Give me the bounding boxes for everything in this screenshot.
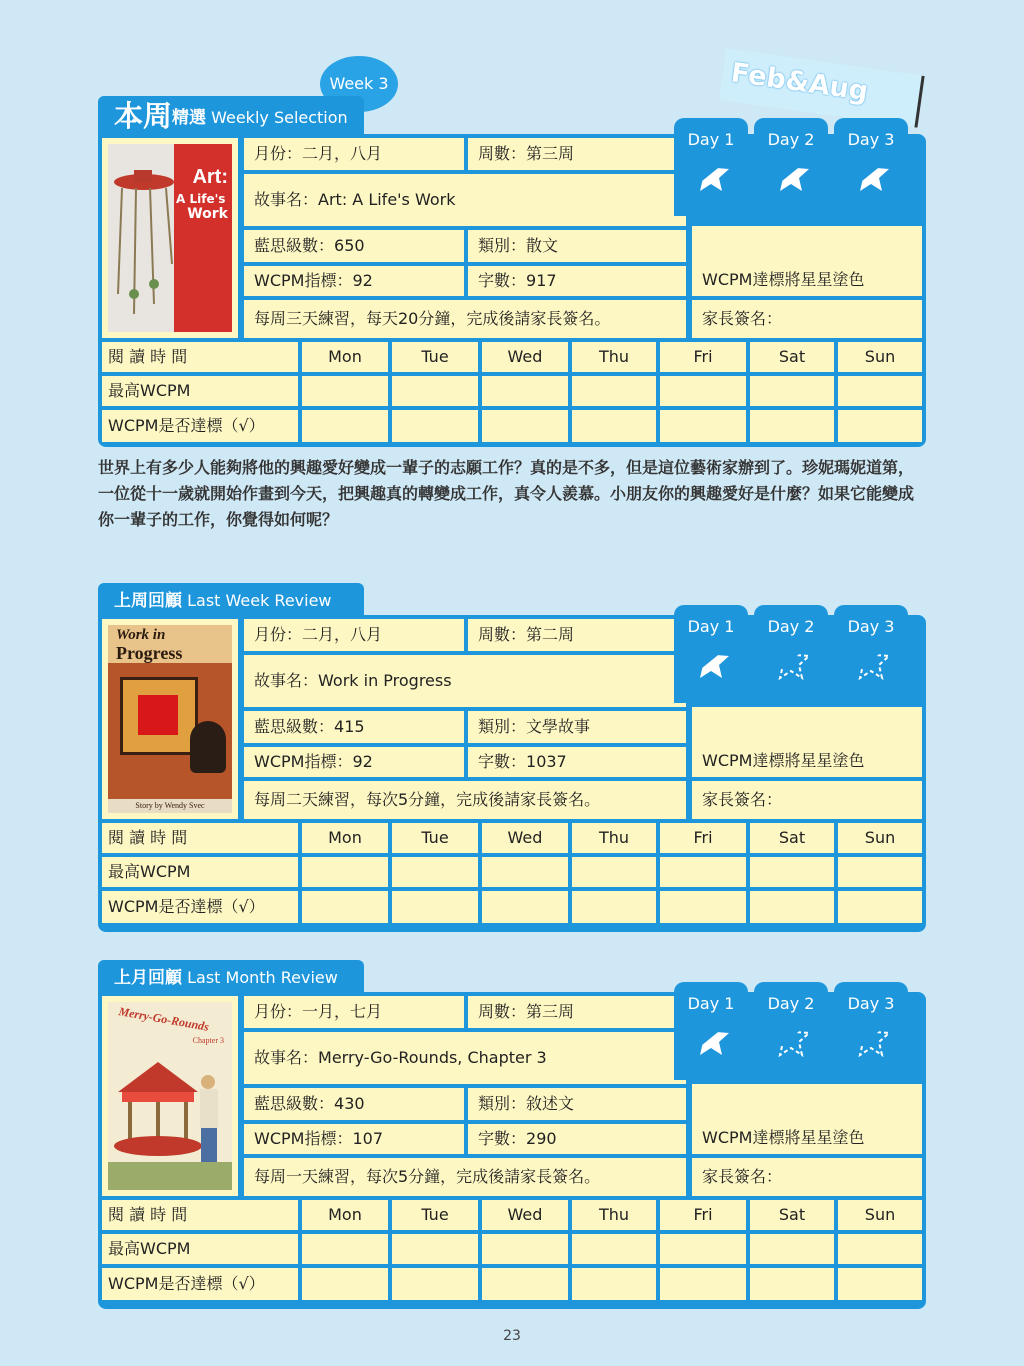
max-wcpm-row-input[interactable] bbox=[750, 376, 834, 406]
day-header-1: Mon bbox=[302, 342, 388, 372]
ribbon-label: Day 1 bbox=[687, 130, 735, 149]
day-ribbon-3 bbox=[834, 605, 908, 703]
story-value: Art: A Life's Work bbox=[318, 190, 456, 209]
lexile-value: 430 bbox=[334, 1094, 365, 1113]
day-ribbon-2 bbox=[754, 605, 828, 703]
wcpm-met-row-input[interactable] bbox=[572, 891, 656, 923]
title-en: Weekly Selection bbox=[211, 108, 348, 127]
day-ribbon-3 bbox=[834, 118, 908, 216]
ribbon-tail bbox=[851, 641, 925, 677]
wcpm-met-row-label bbox=[102, 891, 298, 923]
wcpm-target-cell bbox=[244, 266, 464, 296]
day-header-6: Sat bbox=[750, 823, 834, 853]
section-title bbox=[98, 960, 364, 996]
day-header-3: Wed bbox=[482, 342, 568, 372]
max-wcpm-row-input[interactable] bbox=[838, 376, 922, 406]
lexile-cell bbox=[244, 230, 464, 262]
mobile-sculpture-icon bbox=[108, 144, 188, 332]
wcpm-met-row-input[interactable] bbox=[750, 1268, 834, 1300]
story-value: Merry-Go-Rounds, Chapter 3 bbox=[318, 1048, 547, 1067]
max-wcpm-row-input[interactable] bbox=[572, 376, 656, 406]
genre-value: 散文 bbox=[526, 236, 559, 255]
wcpm-met-row-input[interactable] bbox=[392, 891, 478, 923]
title-zh: 上周回顧 bbox=[114, 591, 182, 611]
word-count-cell bbox=[468, 747, 686, 777]
week-value: 第三周 bbox=[526, 1002, 575, 1021]
ribbon-tail bbox=[851, 154, 925, 190]
wcpm-met-row-input[interactable] bbox=[482, 1268, 568, 1300]
field-label: 最高WCPM bbox=[108, 1239, 191, 1258]
field-label: 周數： bbox=[478, 144, 527, 163]
reading-time-row-label bbox=[102, 1200, 298, 1230]
max-wcpm-row-input[interactable] bbox=[302, 1234, 388, 1264]
story-value: Work in Progress bbox=[318, 671, 452, 690]
field-label: 最高WCPM bbox=[108, 381, 191, 400]
genre-cell bbox=[468, 230, 686, 262]
month-cell bbox=[244, 996, 464, 1028]
week-bubble: Week 3 bbox=[320, 56, 398, 112]
wcpm-target-cell bbox=[244, 1124, 464, 1154]
title-en: Last Week Review bbox=[187, 591, 332, 610]
carousel-illustration-icon bbox=[108, 1042, 232, 1190]
field-label: WCPM達標將星星塗色 bbox=[702, 751, 865, 770]
field-label: 故事名： bbox=[254, 671, 319, 690]
genre-value: 敘述文 bbox=[526, 1094, 575, 1113]
max-wcpm-row-input[interactable] bbox=[660, 857, 746, 887]
max-wcpm-row-input[interactable] bbox=[302, 857, 388, 887]
story-cell bbox=[244, 1032, 686, 1084]
field-label: 閱 讀 時 間 bbox=[108, 828, 188, 847]
field-label: 月份： bbox=[254, 625, 303, 644]
day-header-4: Thu bbox=[572, 823, 656, 853]
wcpm-met-row-input[interactable] bbox=[750, 410, 834, 442]
wcpm-met-row-label bbox=[102, 410, 298, 442]
parent-sign-cell[interactable] bbox=[692, 300, 922, 338]
field-label: 家長簽名： bbox=[702, 790, 783, 809]
field-label: 月份： bbox=[254, 144, 303, 163]
wcpm-value: 92 bbox=[352, 752, 373, 771]
field-label: 閱 讀 時 間 bbox=[108, 1205, 188, 1224]
wcpm-met-row-input[interactable] bbox=[482, 410, 568, 442]
month-tag: Feb&Aug bbox=[719, 48, 924, 127]
lexile-cell bbox=[244, 711, 464, 743]
ribbon-label: Day 3 bbox=[847, 617, 895, 636]
field-label: 月份： bbox=[254, 1002, 303, 1021]
genre-cell bbox=[468, 711, 686, 743]
max-wcpm-row-input[interactable] bbox=[572, 857, 656, 887]
field-label: 字數： bbox=[478, 752, 527, 771]
wcpm-met-row-input[interactable] bbox=[572, 410, 656, 442]
month-value: 二月，八月 bbox=[302, 144, 383, 163]
wcpm-met-row-input[interactable] bbox=[660, 1268, 746, 1300]
wcpm-met-row-input[interactable] bbox=[572, 1268, 656, 1300]
parent-sign-cell[interactable] bbox=[692, 1158, 922, 1196]
day-header-4: Thu bbox=[572, 1200, 656, 1230]
max-wcpm-row-input[interactable] bbox=[838, 1234, 922, 1264]
parent-sign-cell[interactable] bbox=[692, 781, 922, 819]
instruction-cell bbox=[244, 781, 686, 819]
ribbon-label: Day 2 bbox=[767, 994, 815, 1013]
instruction-cell bbox=[244, 1158, 686, 1196]
story-cell bbox=[244, 655, 686, 707]
ribbon-label: Day 3 bbox=[847, 130, 895, 149]
day-header-3: Wed bbox=[482, 1200, 568, 1230]
ribbon-label: Day 1 bbox=[687, 994, 735, 1013]
max-wcpm-row-label bbox=[102, 376, 298, 406]
field-label: 周數： bbox=[478, 1002, 527, 1021]
week-cell bbox=[468, 619, 686, 651]
wcpm-met-row-input[interactable] bbox=[302, 891, 388, 923]
title-zh: 精選 bbox=[172, 108, 207, 128]
ribbon-label: Day 3 bbox=[847, 994, 895, 1013]
word-count-value: 1037 bbox=[526, 752, 567, 771]
max-wcpm-row-input[interactable] bbox=[482, 376, 568, 406]
day-header-5: Fri bbox=[660, 823, 746, 853]
wcpm-met-row-input[interactable] bbox=[302, 410, 388, 442]
cover-title-1: Art: bbox=[192, 166, 228, 188]
field-label: 家長簽名： bbox=[702, 1167, 783, 1186]
word-count-cell bbox=[468, 266, 686, 296]
book-cover bbox=[102, 996, 238, 1196]
day-ribbon-1 bbox=[674, 982, 748, 1080]
day-ribbon-2 bbox=[754, 982, 828, 1080]
cover-title-3: Story by Wendy Svec bbox=[108, 799, 232, 813]
field-label: 藍思級數： bbox=[254, 236, 335, 255]
word-count-value: 917 bbox=[526, 271, 557, 290]
intro-paragraph: 世界上有多少人能夠將他的興趣愛好變成一輩子的志願工作？真的是不多，但是這位藝術家辦到了。珍妮瑪妮道第，一位從十一歲就開始作畫到今天，把興趣真的轉變成工作，真令人羨慕。小朋友你的興趣愛好是什麼？如果它能變成你一輩子的工作，你覺得如何呢？ bbox=[98, 458, 915, 529]
max-wcpm-row-input[interactable] bbox=[482, 857, 568, 887]
month-cell bbox=[244, 138, 464, 170]
ribbon-label: Day 2 bbox=[767, 617, 815, 636]
max-wcpm-row-label bbox=[102, 857, 298, 887]
day-header-2: Tue bbox=[392, 342, 478, 372]
star-note-cell bbox=[692, 226, 922, 296]
story-cell bbox=[244, 174, 686, 226]
page-number: 23 bbox=[503, 1328, 521, 1344]
reading-time-row-label bbox=[102, 823, 298, 853]
max-wcpm-row-input[interactable] bbox=[660, 376, 746, 406]
max-wcpm-row-input[interactable] bbox=[750, 857, 834, 887]
wcpm-met-row-input[interactable] bbox=[392, 410, 478, 442]
max-wcpm-row-input[interactable] bbox=[482, 1234, 568, 1264]
cover-title-2: Chapter 3 bbox=[192, 1036, 224, 1045]
week-cell bbox=[468, 996, 686, 1028]
field-label: 字數： bbox=[478, 1129, 527, 1148]
max-wcpm-row-input[interactable] bbox=[392, 1234, 478, 1264]
section-title bbox=[98, 96, 364, 138]
day-ribbon-1 bbox=[674, 605, 748, 703]
book-cover bbox=[102, 138, 238, 338]
day-ribbon-3 bbox=[834, 982, 908, 1080]
ribbon-label: Day 2 bbox=[767, 130, 815, 149]
genre-cell bbox=[468, 1088, 686, 1120]
day-header-1: Mon bbox=[302, 1200, 388, 1230]
field-label: 字數： bbox=[478, 271, 527, 290]
title-zh: 上月回顧 bbox=[114, 968, 182, 988]
field-label: WCPM達標將星星塗色 bbox=[702, 270, 865, 289]
month-value: 一月，七月 bbox=[302, 1002, 383, 1021]
max-wcpm-row-input[interactable] bbox=[392, 857, 478, 887]
week-cell bbox=[468, 138, 686, 170]
day-header-6: Sat bbox=[750, 1200, 834, 1230]
max-wcpm-row-input[interactable] bbox=[302, 376, 388, 406]
max-wcpm-row-input[interactable] bbox=[660, 1234, 746, 1264]
wcpm-met-row-input[interactable] bbox=[302, 1268, 388, 1300]
wcpm-met-row-input[interactable] bbox=[838, 410, 922, 442]
cover-title-1: Work in bbox=[116, 627, 166, 643]
star-note-cell bbox=[692, 1084, 922, 1154]
wcpm-met-row-input[interactable] bbox=[392, 1268, 478, 1300]
month-cell bbox=[244, 619, 464, 651]
title-main: 本周 bbox=[114, 99, 173, 133]
month-value: 二月，八月 bbox=[302, 625, 383, 644]
max-wcpm-row-input[interactable] bbox=[572, 1234, 656, 1264]
field-label: 最高WCPM bbox=[108, 862, 191, 881]
lexile-value: 415 bbox=[334, 717, 365, 736]
day-header-5: Fri bbox=[660, 342, 746, 372]
field-label: 閱 讀 時 間 bbox=[108, 347, 188, 366]
field-label: 類別： bbox=[478, 717, 527, 736]
day-header-7: Sun bbox=[838, 823, 922, 853]
field-label: 類別： bbox=[478, 1094, 527, 1113]
day-header-3: Wed bbox=[482, 823, 568, 853]
wcpm-met-row-input[interactable] bbox=[838, 891, 922, 923]
title-en: Last Month Review bbox=[187, 968, 338, 987]
week-value: 第三周 bbox=[526, 144, 575, 163]
day-header-7: Sun bbox=[838, 342, 922, 372]
max-wcpm-row-input[interactable] bbox=[838, 857, 922, 887]
field-label: WCPM指標： bbox=[254, 271, 353, 290]
week-value: 第二周 bbox=[526, 625, 575, 644]
instruction-text: 每周三天練習，每天20分鐘，完成後請家長簽名。 bbox=[254, 309, 611, 328]
word-count-cell bbox=[468, 1124, 686, 1154]
instruction-text: 每周一天練習，每次5分鐘，完成後請家長簽名。 bbox=[254, 1167, 601, 1186]
cover-title-1: Merry-Go-Rounds bbox=[117, 1004, 210, 1034]
field-label: 故事名： bbox=[254, 190, 319, 209]
wcpm-target-cell bbox=[244, 747, 464, 777]
book-cover bbox=[102, 619, 238, 819]
wcpm-met-row-label bbox=[102, 1268, 298, 1300]
field-label: 家長簽名： bbox=[702, 309, 783, 328]
cover-title-2: A Life's bbox=[176, 192, 226, 206]
field-label: 周數： bbox=[478, 625, 527, 644]
field-label: 藍思級數： bbox=[254, 717, 335, 736]
instruction-text: 每周二天練習，每次5分鐘，完成後請家長簽名。 bbox=[254, 790, 601, 809]
field-label: 故事名： bbox=[254, 1048, 319, 1067]
wcpm-met-row-input[interactable] bbox=[838, 1268, 922, 1300]
day-ribbon-2 bbox=[754, 118, 828, 216]
instruction-cell bbox=[244, 300, 686, 338]
field-label: WCPM達標將星星塗色 bbox=[702, 1128, 865, 1147]
day-header-7: Sun bbox=[838, 1200, 922, 1230]
day-header-2: Tue bbox=[392, 823, 478, 853]
day-header-2: Tue bbox=[392, 1200, 478, 1230]
field-label: 藍思級數： bbox=[254, 1094, 335, 1113]
wcpm-value: 107 bbox=[352, 1129, 383, 1148]
reading-time-row-label bbox=[102, 342, 298, 372]
wcpm-met-row-input[interactable] bbox=[750, 891, 834, 923]
wcpm-value: 92 bbox=[352, 271, 373, 290]
day-ribbon-1 bbox=[674, 118, 748, 216]
day-header-1: Mon bbox=[302, 823, 388, 853]
lexile-cell bbox=[244, 1088, 464, 1120]
field-label: WCPM指標： bbox=[254, 752, 353, 771]
max-wcpm-row-label bbox=[102, 1234, 298, 1264]
field-label: WCPM指標： bbox=[254, 1129, 353, 1148]
field-label: 類別： bbox=[478, 236, 527, 255]
max-wcpm-row-input[interactable] bbox=[392, 376, 478, 406]
cover-title-2: Progress bbox=[116, 643, 183, 663]
section-title bbox=[98, 583, 364, 619]
wcpm-met-row-input[interactable] bbox=[660, 410, 746, 442]
day-header-5: Fri bbox=[660, 1200, 746, 1230]
field-label: WCPM是否達標（√） bbox=[108, 416, 265, 435]
word-count-value: 290 bbox=[526, 1129, 557, 1148]
star-note-cell bbox=[692, 707, 922, 777]
day-header-4: Thu bbox=[572, 342, 656, 372]
wcpm-met-row-input[interactable] bbox=[660, 891, 746, 923]
genre-value: 文學故事 bbox=[526, 717, 591, 736]
wcpm-met-row-input[interactable] bbox=[482, 891, 568, 923]
field-label: WCPM是否達標（√） bbox=[108, 1274, 265, 1293]
day-header-6: Sat bbox=[750, 342, 834, 372]
ribbon-label: Day 1 bbox=[687, 617, 735, 636]
cover-title-3: Work bbox=[187, 206, 228, 222]
max-wcpm-row-input[interactable] bbox=[750, 1234, 834, 1264]
field-label: WCPM是否達標（√） bbox=[108, 897, 265, 916]
ribbon-tail bbox=[851, 1018, 925, 1054]
lexile-value: 650 bbox=[334, 236, 365, 255]
